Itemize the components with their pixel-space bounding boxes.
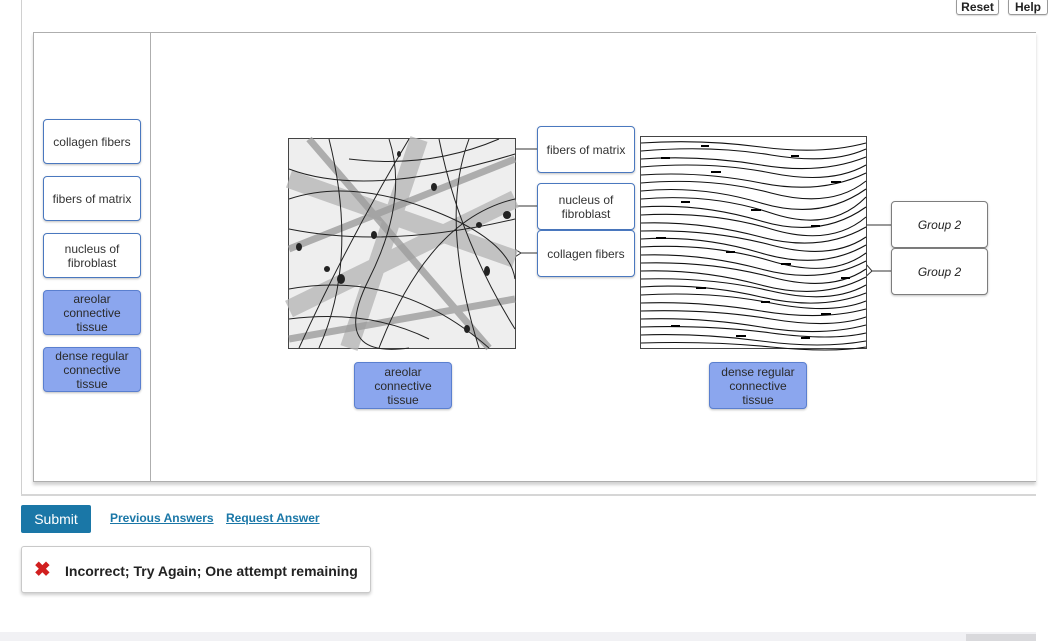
caption-areolar-connective-tissue[interactable]: areolar connective tissue [354, 362, 452, 409]
feedback-message: Incorrect; Try Again; One attempt remaining [65, 563, 358, 579]
areolar-tissue-image [288, 138, 516, 349]
target-group-2-lower[interactable]: Group 2 [891, 248, 988, 295]
panel-left-border [21, 0, 22, 495]
dense-regular-tissue-image [640, 136, 867, 349]
submit-button[interactable]: Submit [21, 505, 91, 533]
footer-scroll-chip [966, 634, 1036, 641]
bank-label-collagen-fibers[interactable]: collagen fibers [43, 119, 141, 164]
reset-button[interactable]: Reset [956, 0, 999, 15]
help-button[interactable]: Help [1008, 0, 1048, 15]
bank-label-areolar-connective-tissue[interactable]: areolar connective tissue [43, 290, 141, 335]
leader-lines [34, 33, 1036, 481]
bank-label-nucleus-of-fibroblast[interactable]: nucleus of fibroblast [43, 233, 141, 278]
bank-label-dense-regular-connective-tissue[interactable]: dense regular connective tissue [43, 347, 141, 392]
previous-answers-link[interactable]: Previous Answers [110, 511, 214, 525]
labeling-workspace [33, 32, 1036, 482]
footer-bar [0, 632, 1036, 641]
target-fibers-of-matrix[interactable]: fibers of matrix [537, 126, 635, 173]
feedback-box [21, 546, 371, 593]
bank-label-fibers-of-matrix[interactable]: fibers of matrix [43, 176, 141, 221]
target-nucleus-of-fibroblast[interactable]: nucleus of fibroblast [537, 183, 635, 230]
target-group-2-upper[interactable]: Group 2 [891, 201, 988, 248]
request-answer-link[interactable]: Request Answer [226, 511, 320, 525]
caption-dense-regular-connective-tissue[interactable]: dense regular connective tissue [709, 362, 807, 409]
cross-icon: ✖ [34, 559, 51, 581]
target-collagen-fibers[interactable]: collagen fibers [537, 230, 635, 277]
panel-bottom-border [21, 494, 1036, 496]
